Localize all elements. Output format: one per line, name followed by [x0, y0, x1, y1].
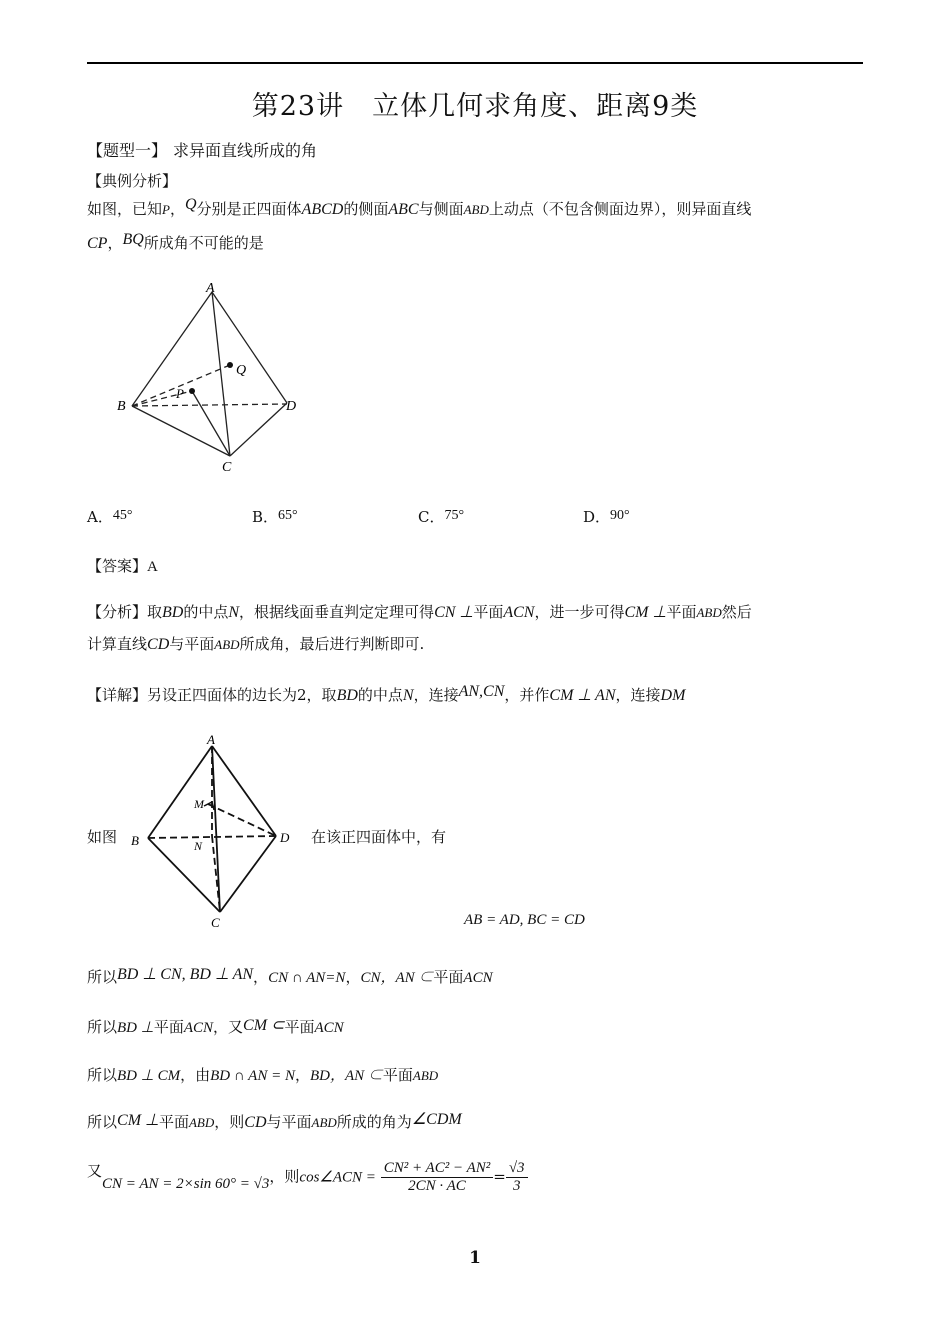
- option-c[interactable]: C．75°: [418, 508, 465, 526]
- label-p: P: [176, 386, 184, 401]
- label-n2: N: [194, 839, 203, 853]
- page-title: 第23讲 立体几何求角度、距离9类: [251, 91, 699, 122]
- analysis-line-2: 计算直线CD与平面ABD所成角，最后进行判断即可.: [87, 635, 425, 653]
- cos-fraction: $\frac{\text{CN² + AC² − AN²}}{2CN \cdot AC}$: [381, 1160, 494, 1195]
- label-q: Q: [236, 363, 247, 378]
- header-rule: [87, 62, 863, 64]
- sqrt3-over-3: $\frac{√3}{3}$: [506, 1160, 528, 1195]
- step-2: 所以BD ⊥平面ACN，又CM ⊂平面ACN: [87, 1017, 344, 1036]
- section-heading: 【题型一】 求异面直线所成的角: [87, 141, 318, 160]
- tetrahedron-figure-1: [112, 278, 312, 478]
- tetrahedron-figure-2: [128, 728, 300, 934]
- figure2-prefix: 如图: [87, 828, 118, 846]
- step-3: 所以BD ⊥ CM，由BD ∩ AN = N，BD，AN ⊂平面ABD: [87, 1066, 439, 1084]
- page-number: 1: [469, 1248, 481, 1268]
- label-c2: C: [211, 915, 220, 930]
- step-1: 所以BD ⊥ CN, BD ⊥ AN，CN ∩ AN=N，CN，AN ⊂平面ACN: [87, 966, 493, 986]
- option-d[interactable]: D．90°: [583, 508, 630, 526]
- example-label: 【典例分析】: [87, 172, 178, 190]
- analysis-line-1: 【分析】取BD的中点N，根据线面垂直判定定理可得CN ⊥平面ACN，进一步可得CM ⊥平面ABD然后: [87, 603, 752, 621]
- detail-line: 【详解】另设正四面体的边长为2，取BD的中点N，连接AN,CN，并作CM ⊥ AN，连接DM: [87, 683, 686, 704]
- label-a2: A: [207, 732, 215, 747]
- equation-equal-sides: AB = AD, BC = CD: [464, 912, 585, 928]
- problem-line-2: CP，BQ所成角不可能的是: [87, 231, 264, 252]
- point-p: [189, 388, 195, 394]
- label-b: B: [117, 399, 126, 414]
- label-d2: D: [280, 830, 290, 845]
- label-c: C: [222, 460, 232, 475]
- figure2-suffix: 在该正四面体中，有: [311, 828, 447, 846]
- label-b2: B: [131, 833, 139, 848]
- label-d: D: [286, 399, 297, 414]
- point-q: [227, 362, 233, 368]
- option-a[interactable]: A．45°: [87, 508, 133, 526]
- step-4: 所以CM ⊥平面ABD，则CD与平面ABD所成的角为∠CDM: [87, 1111, 462, 1131]
- label-a: A: [206, 281, 215, 296]
- problem-line-1: 如图，已知P，Q分别是正四面体ABCD的侧面ABC与侧面ABD上动点（不包含侧面边界），则异面直线: [87, 196, 752, 218]
- label-m2: M: [194, 797, 204, 811]
- answer-line: 【答案】A: [87, 557, 158, 575]
- option-b[interactable]: B．65°: [252, 508, 298, 526]
- final-step: 又CN = AN = 2×sin 60° = √3，则cos∠ACN = $\frac{\text{CN² + AC² − AN²}}{2CN \cdot AC}$ = $\frac{√3}{3}$: [87, 1160, 528, 1195]
